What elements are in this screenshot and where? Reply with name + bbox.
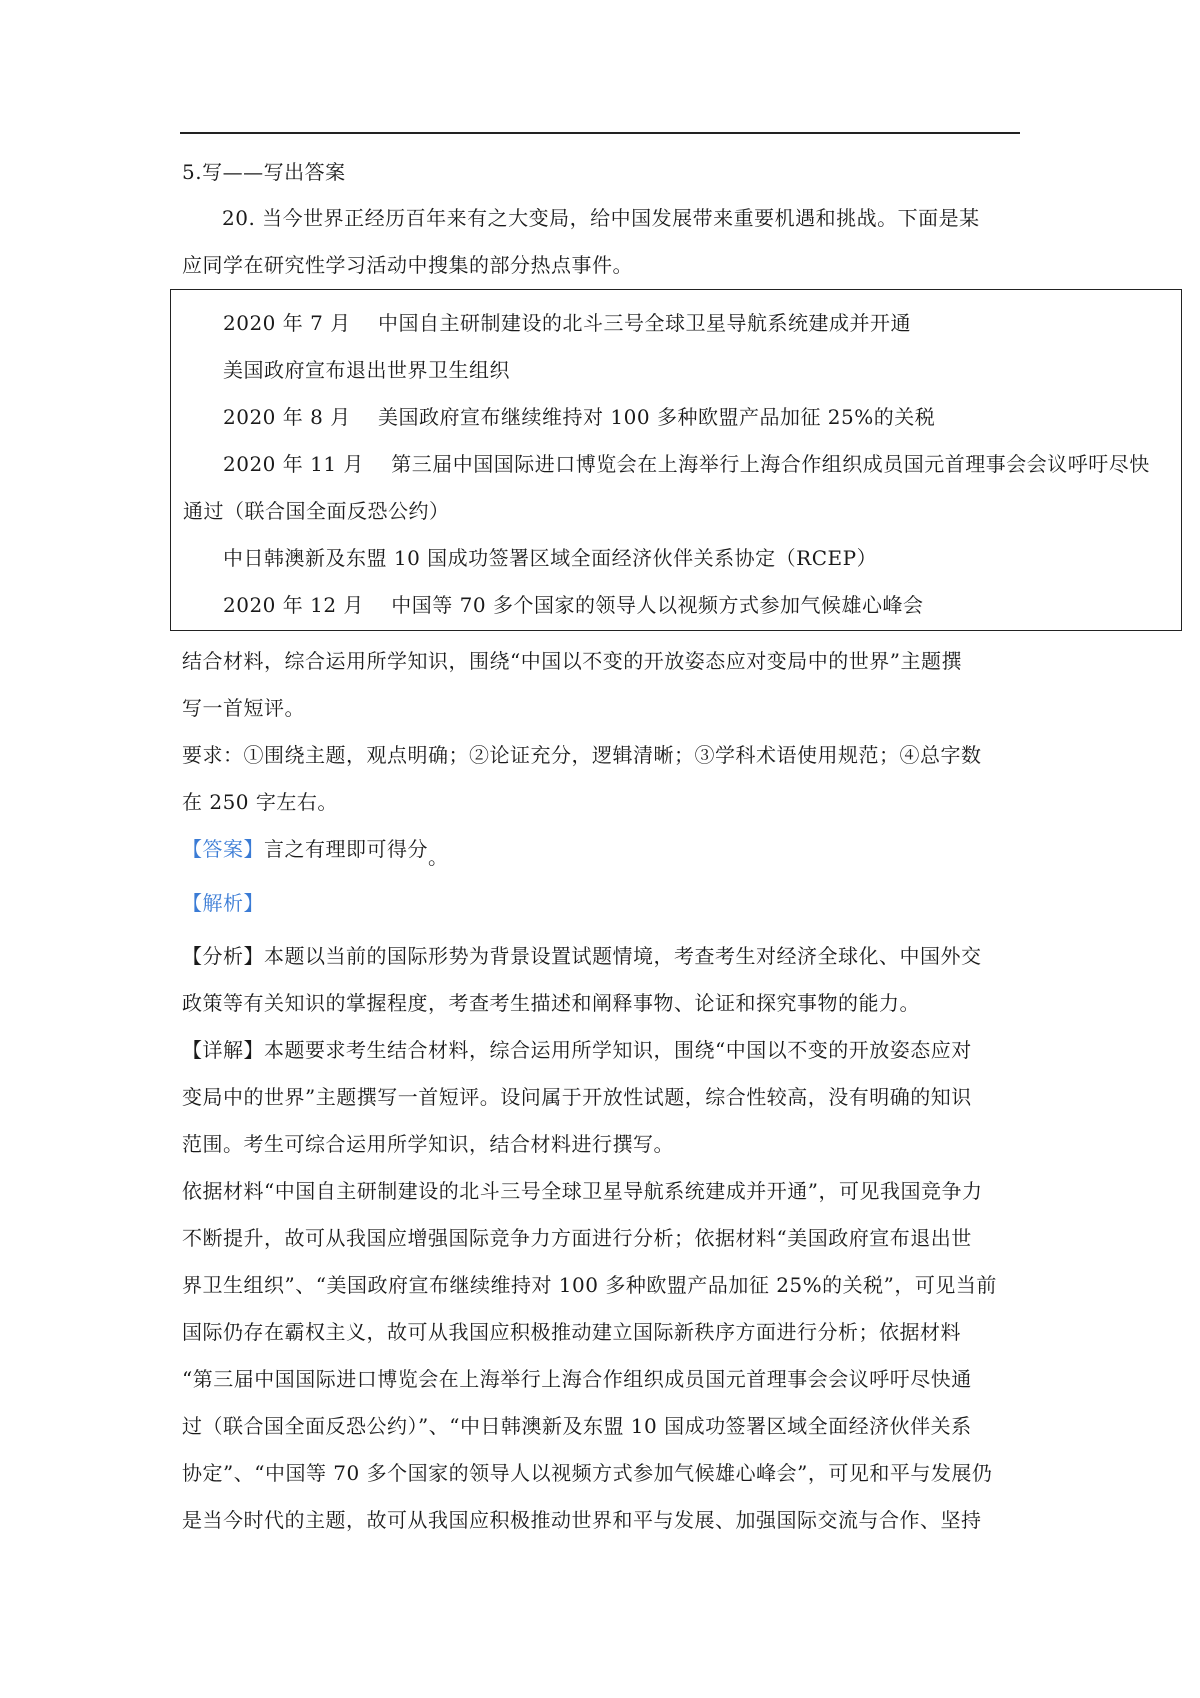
- body-line-2: 不断提升，故可从我国应增强国际竞争力方面进行分析；依据材料“美国政府宣布退出世: [182, 1226, 972, 1250]
- answer-line: [182, 834, 449, 869]
- fenxi-tag: 【分析】: [182, 944, 264, 968]
- body-line-6: 过（联合国全面反恐公约）”、“中日韩澳新及东盟 10 国成功签署区域全面经济伙伴关系: [182, 1414, 972, 1438]
- answer-text: 言之有理即可得分: [264, 837, 428, 861]
- event-line-6: 中日韩澳新及东盟 10 国成功签署区域全面经济伙伴关系协定（RCEP）: [223, 546, 878, 570]
- event-line-3: 2020 年 8 月 美国政府宣布继续维持对 100 多种欧盟产品加征 25%的关税: [223, 405, 936, 429]
- analysis-tag: 【解析】: [182, 891, 264, 915]
- question-line-1: 20. 当今世界正经历百年来有之大变局，给中国发展带来重要机遇和挑战。下面是某: [222, 206, 980, 230]
- question-line-2: 应同学在研究性学习活动中搜集的部分热点事件。: [182, 253, 633, 277]
- prompt-line-2: 写一首短评。: [182, 696, 305, 720]
- prompt-line-3: 要求：①围绕主题，观点明确；②论证充分，逻辑清晰；③学科术语使用规范；④总字数: [182, 743, 982, 767]
- body-line-8: 是当今时代的主题，故可从我国应积极推动世界和平与发展、加强国际交流与合作、坚持: [182, 1508, 982, 1532]
- xiangjie-line-3: 范围。考生可综合运用所学知识，结合材料进行撰写。: [182, 1132, 674, 1156]
- body-line-5: “第三届中国国际进口博览会在上海举行上海合作组织成员国元首理事会会议呼吁尽快通: [182, 1367, 972, 1391]
- event-line-7: 2020 年 12 月 中国等 70 多个国家的领导人以视频方式参加气候雄心峰会: [223, 593, 924, 617]
- answer-trail: 。: [428, 845, 449, 869]
- fenxi-line-2: 政策等有关知识的掌握程度，考查考生描述和阐释事物、论证和探究事物的能力。: [182, 991, 920, 1015]
- xiangjie-line-2: 变局中的世界”主题撰写一首短评。设问属于开放性试题，综合性较高，没有明确的知识: [182, 1085, 972, 1109]
- events-box: [170, 289, 1182, 631]
- event-line-2: 美国政府宣布退出世界卫生组织: [223, 358, 510, 382]
- body-line-4: 国际仍存在霸权主义，故可从我国应积极推动建立国际新秩序方面进行分析；依据材料: [182, 1320, 961, 1344]
- body-line-1: 依据材料“中国自主研制建设的北斗三号全球卫星导航系统建成并开通”，可见我国竞争力: [182, 1179, 983, 1203]
- header-rule: [180, 132, 1020, 134]
- xiangjie-text-1: 本题要求考生结合材料，综合运用所学知识，围绕“中国以不变的开放姿态应对: [264, 1038, 972, 1062]
- body-line-7: 协定”、“中国等 70 多个国家的领导人以视频方式参加气候雄心峰会”，可见和平与发展仍: [182, 1461, 993, 1485]
- section-heading: 5.写——写出答案: [182, 160, 346, 184]
- prompt-line-4: 在 250 字左右。: [182, 790, 338, 814]
- fenxi-text-1: 本题以当前的国际形势为背景设置试题情境，考查考生对经济全球化、中国外交: [264, 944, 982, 968]
- fenxi-line-1: [182, 941, 982, 971]
- event-line-5: 通过（联合国全面反恐公约）: [183, 499, 450, 523]
- answer-tag: 【答案】: [182, 837, 264, 861]
- event-line-1: 2020 年 7 月 中国自主研制建设的北斗三号全球卫星导航系统建成并开通: [223, 311, 912, 335]
- xiangjie-tag: 【详解】: [182, 1038, 264, 1062]
- prompt-line-1: 结合材料，综合运用所学知识，围绕“中国以不变的开放姿态应对变局中的世界”主题撰: [182, 649, 962, 673]
- body-line-3: 界卫生组织”、“美国政府宣布继续维持对 100 多种欧盟产品加征 25%的关税”，可见当前: [182, 1273, 997, 1297]
- event-line-4: 2020 年 11 月 第三届中国国际进口博览会在上海举行上海合作组织成员国元首理事会会议呼吁尽快: [223, 452, 1150, 476]
- xiangjie-line-1: [182, 1035, 972, 1065]
